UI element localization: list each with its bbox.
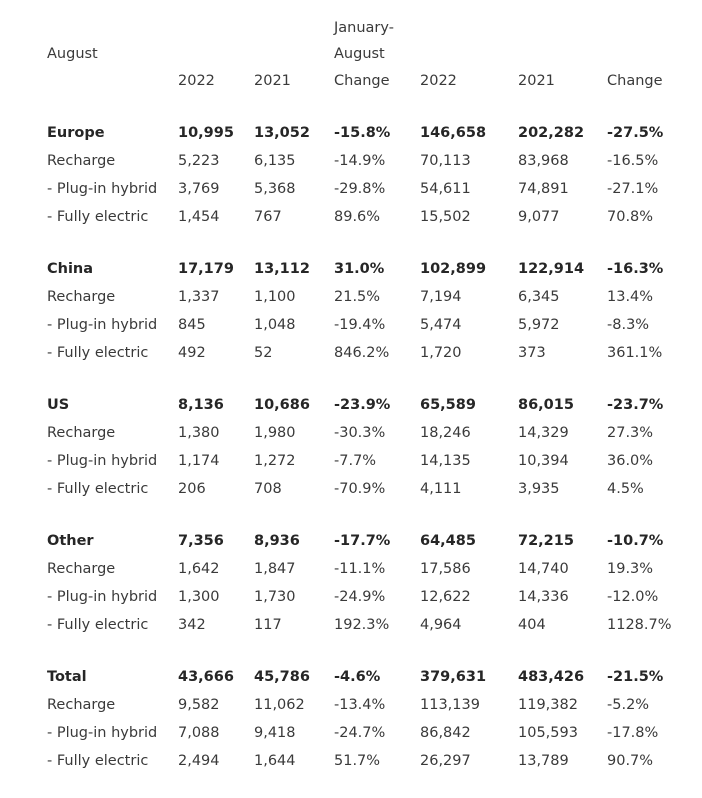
row-value: 1,100 <box>254 289 296 305</box>
row-value: 1,720 <box>420 345 462 361</box>
table-row <box>0 478 702 500</box>
row-value: 1,300 <box>178 589 220 605</box>
row-value: 119,382 <box>518 697 578 713</box>
row-value: 8,936 <box>254 533 300 549</box>
row-value: 3,769 <box>178 181 220 197</box>
row-label: Other <box>47 533 94 549</box>
table-row <box>0 206 702 228</box>
row-value: 10,394 <box>518 453 569 469</box>
header-ytd-label-line1: January- <box>334 20 394 36</box>
row-value: -4.6% <box>334 669 381 685</box>
row-value: 4,964 <box>420 617 462 633</box>
row-label: - Fully electric <box>47 481 149 497</box>
header-ytd-label-line2: August <box>334 46 385 62</box>
row-value: 17,179 <box>178 261 234 277</box>
row-value: 373 <box>518 345 546 361</box>
table-row <box>0 614 702 636</box>
row-value: 492 <box>178 345 206 361</box>
row-value: -10.7% <box>607 533 664 549</box>
row-label: Recharge <box>47 697 116 713</box>
row-value: -16.3% <box>607 261 664 277</box>
row-value: -27.1% <box>607 181 659 197</box>
row-value: 13.4% <box>607 289 654 305</box>
row-value: 202,282 <box>518 125 585 141</box>
row-label: Europe <box>47 125 105 141</box>
row-value: 65,589 <box>420 397 476 413</box>
table-row <box>0 750 702 772</box>
row-value: 14,329 <box>518 425 569 441</box>
row-value: 45,786 <box>254 669 310 685</box>
row-value: 10,995 <box>178 125 234 141</box>
row-value: 845 <box>178 317 206 333</box>
row-label: - Fully electric <box>47 345 149 361</box>
row-label: - Plug-in hybrid <box>47 317 158 333</box>
row-value: -29.8% <box>334 181 386 197</box>
row-value: 52 <box>254 345 273 361</box>
row-value: 51.7% <box>334 753 381 769</box>
table-row-group-total <box>0 122 702 144</box>
row-value: 708 <box>254 481 282 497</box>
row-value: -5.2% <box>607 697 650 713</box>
row-value: 361.1% <box>607 345 663 361</box>
row-label: US <box>47 397 70 413</box>
row-value: -13.4% <box>334 697 386 713</box>
row-value: 83,968 <box>518 153 569 169</box>
row-value: -24.7% <box>334 725 386 741</box>
row-value: 14,135 <box>420 453 471 469</box>
row-value: -11.1% <box>334 561 386 577</box>
table-row <box>0 150 702 172</box>
header-section-label: August <box>47 46 98 62</box>
header-col-ytd-change: Change <box>607 73 663 89</box>
row-value: 206 <box>178 481 206 497</box>
row-value: 10,686 <box>254 397 310 413</box>
table-row <box>0 342 702 364</box>
row-value: 14,740 <box>518 561 569 577</box>
row-value: -8.3% <box>607 317 650 333</box>
row-value: 105,593 <box>518 725 578 741</box>
row-value: 6,345 <box>518 289 560 305</box>
table-row-group-total <box>0 530 702 552</box>
header-col-month-2022: 2022 <box>178 73 215 89</box>
row-value: 7,194 <box>420 289 462 305</box>
row-value: -17.7% <box>334 533 391 549</box>
row-value: 70,113 <box>420 153 471 169</box>
row-label: - Fully electric <box>47 617 149 633</box>
row-value: 72,215 <box>518 533 574 549</box>
row-value: 19.3% <box>607 561 654 577</box>
row-value: 13,112 <box>254 261 310 277</box>
header-col-ytd-2022: 2022 <box>420 73 457 89</box>
row-label: China <box>47 261 94 277</box>
row-label: - Plug-in hybrid <box>47 725 158 741</box>
row-value: 8,136 <box>178 397 224 413</box>
row-value: 9,582 <box>178 697 220 713</box>
row-value: 12,622 <box>420 589 471 605</box>
row-value: 90.7% <box>607 753 654 769</box>
row-value: 113,139 <box>420 697 480 713</box>
row-value: 5,474 <box>420 317 462 333</box>
row-value: 4,111 <box>420 481 462 497</box>
row-label: Recharge <box>47 153 116 169</box>
row-value: -23.9% <box>334 397 391 413</box>
row-value: 21.5% <box>334 289 381 305</box>
row-label: - Fully electric <box>47 753 149 769</box>
row-value: 27.3% <box>607 425 654 441</box>
row-label: - Fully electric <box>47 209 149 225</box>
row-value: 146,658 <box>420 125 487 141</box>
row-value: 86,842 <box>420 725 471 741</box>
row-value: 86,015 <box>518 397 574 413</box>
header-col-ytd-2021: 2021 <box>518 73 555 89</box>
table-row <box>0 314 702 336</box>
table-row <box>0 178 702 200</box>
row-value: 1,980 <box>254 425 296 441</box>
row-value: 1,730 <box>254 589 296 605</box>
row-value: 7,356 <box>178 533 224 549</box>
row-value: 192.3% <box>334 617 390 633</box>
row-value: 1128.7% <box>607 617 672 633</box>
row-value: 404 <box>518 617 546 633</box>
table-row-group-total <box>0 258 702 280</box>
row-value: 3,935 <box>518 481 560 497</box>
row-value: 1,454 <box>178 209 220 225</box>
header-col-month-2021: 2021 <box>254 73 291 89</box>
row-label: Recharge <box>47 425 116 441</box>
row-value: -30.3% <box>334 425 386 441</box>
row-value: 17,586 <box>420 561 471 577</box>
table-row <box>0 450 702 472</box>
row-value: -12.0% <box>607 589 659 605</box>
row-label: - Plug-in hybrid <box>47 589 158 605</box>
row-value: 1,337 <box>178 289 220 305</box>
row-value: -16.5% <box>607 153 659 169</box>
row-value: 26,297 <box>420 753 471 769</box>
row-value: -21.5% <box>607 669 664 685</box>
row-value: 767 <box>254 209 282 225</box>
row-value: 117 <box>254 617 282 633</box>
row-value: 2,494 <box>178 753 220 769</box>
row-value: -24.9% <box>334 589 386 605</box>
row-value: 122,914 <box>518 261 585 277</box>
row-value: 89.6% <box>334 209 381 225</box>
row-value: 13,052 <box>254 125 310 141</box>
table-row-group-total <box>0 666 702 688</box>
row-value: -27.5% <box>607 125 664 141</box>
row-value: -7.7% <box>334 453 377 469</box>
row-value: 9,418 <box>254 725 296 741</box>
table-row <box>0 694 702 716</box>
table-row <box>0 558 702 580</box>
row-value: 14,336 <box>518 589 569 605</box>
row-value: 5,972 <box>518 317 560 333</box>
row-value: 6,135 <box>254 153 296 169</box>
row-value: 36.0% <box>607 453 654 469</box>
row-label: Recharge <box>47 561 116 577</box>
row-value: 64,485 <box>420 533 476 549</box>
table-row <box>0 286 702 308</box>
row-label: - Plug-in hybrid <box>47 453 158 469</box>
row-value: 1,644 <box>254 753 296 769</box>
table-row <box>0 722 702 744</box>
row-label: - Plug-in hybrid <box>47 181 158 197</box>
row-value: -19.4% <box>334 317 386 333</box>
row-value: 70.8% <box>607 209 654 225</box>
row-label: Recharge <box>47 289 116 305</box>
row-value: 5,223 <box>178 153 220 169</box>
row-value: 1,048 <box>254 317 296 333</box>
table-row <box>0 422 702 444</box>
row-value: 11,062 <box>254 697 305 713</box>
table-row-group-total <box>0 394 702 416</box>
row-value: 483,426 <box>518 669 585 685</box>
row-value: 43,666 <box>178 669 234 685</box>
row-value: -17.8% <box>607 725 659 741</box>
table-row <box>0 586 702 608</box>
row-value: 1,642 <box>178 561 220 577</box>
row-value: 13,789 <box>518 753 569 769</box>
row-value: 102,899 <box>420 261 487 277</box>
row-value: -70.9% <box>334 481 386 497</box>
row-value: 1,380 <box>178 425 220 441</box>
row-value: 1,174 <box>178 453 220 469</box>
row-value: 379,631 <box>420 669 487 685</box>
row-value: 1,272 <box>254 453 296 469</box>
row-value: -14.9% <box>334 153 386 169</box>
row-label: Total <box>47 669 87 685</box>
row-value: 846.2% <box>334 345 390 361</box>
row-value: 1,847 <box>254 561 296 577</box>
row-value: -23.7% <box>607 397 664 413</box>
row-value: 5,368 <box>254 181 296 197</box>
row-value: 31.0% <box>334 261 385 277</box>
row-value: -15.8% <box>334 125 391 141</box>
row-value: 7,088 <box>178 725 220 741</box>
row-value: 15,502 <box>420 209 471 225</box>
row-value: 74,891 <box>518 181 569 197</box>
row-value: 342 <box>178 617 206 633</box>
row-value: 9,077 <box>518 209 560 225</box>
row-value: 18,246 <box>420 425 471 441</box>
row-value: 4.5% <box>607 481 644 497</box>
row-value: 54,611 <box>420 181 471 197</box>
header-col-month-change: Change <box>334 73 390 89</box>
